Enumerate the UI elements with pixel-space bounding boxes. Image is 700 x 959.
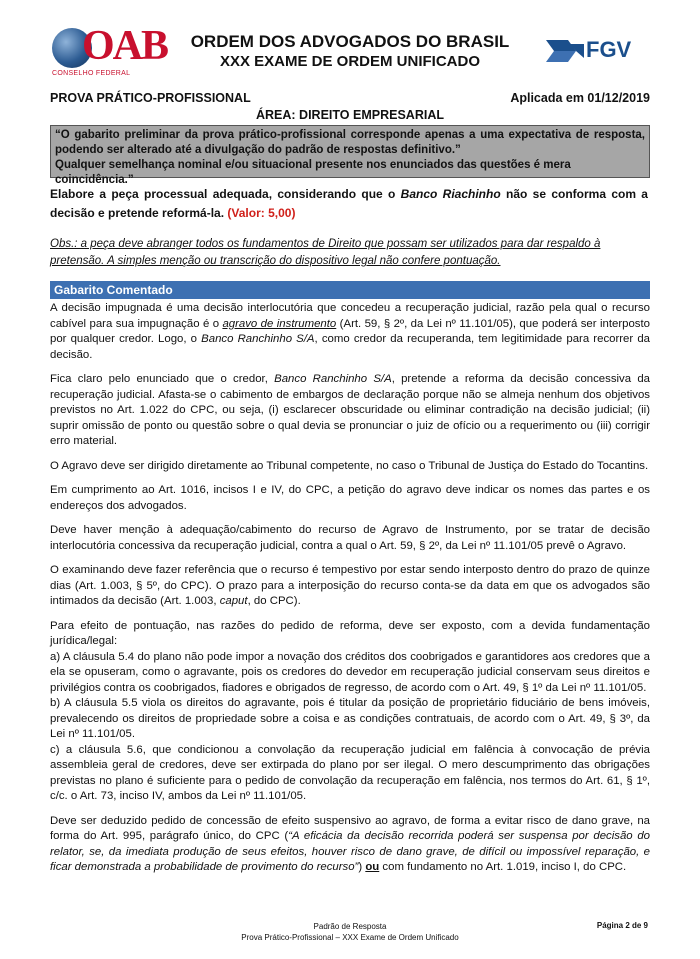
p6-text-a: O examinando deve fazer referência que o recurso é tempestivo por estar sendo interposto dentro do prazo de quinze dias (Art. 1.003, § 5º, do CPC). O prazo para a interposição do recurso conta-se da data em que os advogados são intimados da decisão (Art. 1.003, <box>50 564 650 607</box>
oab-logo <box>52 23 168 80</box>
title-line-1: ORDEM DOS ADVOGADOS DO BRASIL <box>190 32 510 51</box>
observation-note: Obs.: a peça deve abranger todos os fundamentos de Direito que possam ser utilizados para dar respaldo à pretensão. A simples menção ou transcrição do dispositivo legal não confere pontuação. <box>50 238 601 267</box>
p1-agravo: agravo de instrumento <box>222 317 337 330</box>
paragraph-7: Para efeito de pontuação, nas razões do pedido de reforma, deve ser exposto, com a devida fundamentação jurídica/legal: <box>50 619 650 647</box>
paragraph-1 <box>50 301 650 363</box>
page-number: Página 2 de 9 <box>596 921 648 930</box>
footer-line-2: Prova Prático-Profissional – XXX Exame de Ordem Unificado <box>241 933 459 942</box>
paragraph-6 <box>50 563 650 610</box>
oab-logo-letters: OAB <box>82 23 168 69</box>
p8-quote: “A eficácia da decisão recorrida poderá ser suspensa por decisão do relator, se, da imediata produção de seus efeitos, houver risco de dano grave, de difícil ou impossível reparação, e ficar demonstrada a probabilidade de provimento do recurso” <box>50 830 650 873</box>
aplicada-date: Aplicada em 01/12/2019 <box>510 91 650 105</box>
p2-text-b: , pretende a reforma da decisão concessiva da recuperação judicial. Afasta-se o cabimento de embargos de declaração porque não se almeja nenhum dos objetivos previstos no Art. 1.022 do CPC, ou seja, (i) esclarecer obscuridade ou eliminar contradição na decisão judicial; (ii) suprir omissão de ponto ou questão sobre o qual devia se pronunciar o juiz de ofício ou a requerimento ou (iii) corrigir erro material. <box>50 373 650 447</box>
area-label: ÁREA: DIREITO EMPRESARIAL <box>256 108 444 122</box>
item-a: a) A cláusula 5.4 do plano não pode impor a novação dos créditos dos coobrigados e garantidores aos credores que a ela se opuseram, como o agravante, pois os credores do devedor em recuperação judicial conservam seus direitos e privilégios contra os coobrigados, fiadores e obrigados de regresso, de acordo com o Art. 49, § 1º da Lei nº 11.101/05. <box>50 650 650 694</box>
document-title <box>150 31 550 71</box>
p8-text-c: com fundamento no Art. 1.019, inciso I, do CPC. <box>379 861 627 873</box>
section-header-gabarito: Gabarito Comentado <box>50 281 650 299</box>
p8-text-a: Deve ser deduzido pedido de concessão de efeito suspensivo ao agravo, de forma a evitar risco de dano grave, na forma do Art. 995, parágrafo único, do CPC ( <box>50 814 650 842</box>
item-c: c) a cláusula 5.6, que condicionou a convolação da recuperação judicial em falência à convocação de prévia assembleia geral de credores, deve ser extirpada do plano por ser ilegal. O mero descumprimento das obrigações previstas no plano é suficiente para o pedido de convolação da recuperação em falência, nos termos do Art. 61, § 1º, c/c. o Art. 73, inciso IV, ambos da Lei nº 11.101/05. <box>50 743 650 802</box>
p6-text-b: , do CPC). <box>247 595 301 607</box>
question-statement <box>50 185 648 223</box>
p8-text-b: ) <box>358 861 366 873</box>
statement-value: (Valor: 5,00) <box>227 206 296 220</box>
p1-text-b: (Art. 59, § 2º, da Lei nº 11.101/05), que poderá ser interposto por qualquer credor. Logo, o <box>50 317 650 345</box>
statement-part-2: não se conforma com a decisão e pretende reformá-la. <box>50 187 648 220</box>
p8-ou: ou <box>365 861 380 873</box>
statement-part-1: Elabore a peça processual adequada, considerando que o <box>50 187 401 201</box>
p2-text-a: Fica claro pelo enunciado que o credor, <box>50 373 275 385</box>
p1-bank: Banco Ranchinho S/A <box>201 333 315 345</box>
paragraph-3: O Agravo deve ser dirigido diretamente ao Tribunal competente, no caso o Tribunal de Justiça do Estado do Tocantins. <box>50 459 649 472</box>
p1-text-c: , como credor da recuperanda, tem legitimidade para recorrer da decisão. <box>50 333 650 361</box>
p2-bank: Banco Ranchinho S/A <box>274 373 392 385</box>
statement-bank-name: Banco Riachinho <box>400 187 501 201</box>
prova-label: PROVA PRÁTICO-PROFISSIONAL <box>50 91 251 105</box>
disclaimer-line-1: “O gabarito preliminar da prova prático-profissional corresponde apenas a uma expectativa de resposta, podendo ser alterado até a divulgação do padrão de respostas definitivo.” <box>55 129 645 156</box>
disclaimer-line-2: Qualquer semelhança nominal e/ou situacional presente nos enunciados das questões é mera coincidência.” <box>55 159 571 186</box>
paragraph-4: Em cumprimento ao Art. 1016, incisos I e IV, do CPC, a petição do agravo deve indicar os nomes das partes e os endereços dos advogados. <box>50 484 650 512</box>
item-b: b) A cláusula 5.5 viola os direitos do agravante, pois é titular da posição de proprietário fiduciário de bens imóveis, prevalecendo os direitos de propriedade sobre a coisa e as condições contratuais, de acordo com o Art. 49, § 3º, da Lei nº 11.101/05. <box>50 697 650 740</box>
footer-line-1: Padrão de Resposta <box>313 922 387 931</box>
fgv-logo <box>546 37 656 66</box>
p1-text-a: A decisão impugnada é uma decisão interlocutória que concedeu a recuperação judicial, razão pela qual o recurso cabível para sua impugnação é o <box>50 302 650 330</box>
p6-caput: caput <box>219 595 248 607</box>
oab-logo-subtitle: CONSELHO FEDERAL <box>52 70 131 77</box>
title-line-2: XXX EXAME DE ORDEM UNIFICADO <box>219 53 481 70</box>
paragraph-8 <box>50 814 650 876</box>
paragraph-5: Deve haver menção à adequação/cabimento do recurso de Agravo de Instrumento, por se tratar de decisão interlocutória concessiva da recuperação judicial, contra a qual o Art. 59, § 2º, da Lei nº 11.101/05 prevê o Agravo. <box>50 524 650 552</box>
fgv-logo-text: FGV <box>586 37 632 62</box>
disclaimer-box <box>50 125 650 186</box>
answer-body <box>50 301 650 885</box>
paragraph-2 <box>50 372 650 450</box>
fgv-mark-icon <box>546 40 584 62</box>
page-footer <box>0 921 700 943</box>
